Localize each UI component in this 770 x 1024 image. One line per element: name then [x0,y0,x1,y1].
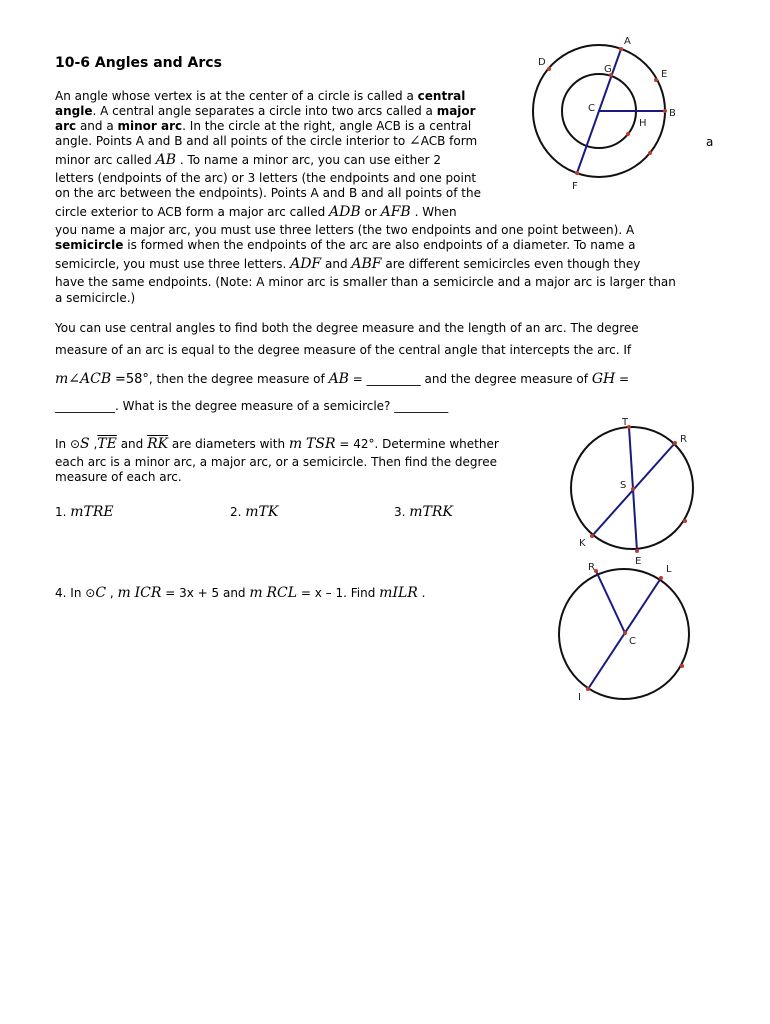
label-d: D [538,57,546,68]
problem-4: 4. In ⊙C , m ICR = 3x + 5 and m RCL = x – 1. Find mILR . [55,585,426,601]
segment-rk: $\overline{RK}$ [147,436,169,452]
label-r: R [588,562,595,573]
label-s: S [620,480,627,491]
figure-circle-s [560,412,710,572]
point-f [575,171,579,175]
p3-line2: each arc is a minor arc, a major arc, or a semicircle. Then find the degree [55,455,497,469]
point-extra [648,151,652,155]
arc-abf: ABF [351,256,382,272]
p3-line3: measure of each arc. [55,470,182,484]
point-l [659,576,663,580]
figure-circle-c [545,558,705,708]
page-title: 10-6 Angles and Arcs [55,55,222,71]
problem-1: 1. mTRE [55,504,114,520]
arc-gh: GH [591,371,616,387]
p1-line9: you name a major arc, you must use three letters (the two endpoints and one point between). A [55,223,635,237]
arc-adb: ADB [329,204,361,220]
p2-line1: You can use central angles to find both the degree measure and the length of an arc. The degree [55,321,639,335]
label-c: C [588,103,595,114]
point-e [635,549,639,553]
segment-te: $\overline{TE}$ [97,436,117,452]
label-a: A [624,36,631,47]
label-h: H [639,118,647,129]
point-d [547,67,551,71]
point-extra [683,519,687,523]
p1-line10: semicircle is formed when the endpoints of the arc are also endpoints of a diameter. To name a [55,238,636,252]
label-r: R [680,434,687,445]
p1-line7: on the arc between the endpoints). Points A and B and all points of the [55,186,481,200]
p2-line2: measure of an arc is equal to the degree measure of the central angle that intercepts the arc. If [55,343,632,357]
point-k [590,534,594,538]
p1-line11: semicircle, you must use three letters. ADF and ABF are different semicircles even though they [55,256,641,272]
point-extra [680,664,684,668]
label-k: K [579,538,586,549]
problem-2: 2. mTK [230,504,279,520]
point-e [654,78,658,82]
p1-line3: arc and a minor arc. In the circle at the right, angle ACB is a central [55,119,472,133]
p1-line1: An angle whose vertex is at the center of a circle is called a central [55,89,466,103]
radius-cr [596,571,625,633]
label-c: C [629,636,636,647]
p1-line2: angle. A central angle separates a circle into two arcs called a major [55,104,476,118]
point-r [673,441,677,445]
point-i [586,687,590,691]
point-c [623,631,627,635]
problem-3: 3. mTRK [394,504,453,520]
arc-adf: ADF [290,256,322,272]
point-s [631,487,635,491]
arc-afb: AFB [380,204,411,220]
p1-line12: have the same endpoints. (Note: A minor arc is smaller than a semicircle and a major arc is larger than [55,275,676,289]
label-e: E [635,556,642,567]
label-t: T [622,417,629,428]
side-letter: a [706,135,714,149]
point-h [626,132,630,136]
p1-line13: a semicircle.) [55,291,136,305]
p1-line6: letters (endpoints of the arc) or 3 letters (the endpoints and one point [55,171,477,185]
arc-ab-2: AB [328,371,349,387]
label-b: B [669,108,676,119]
label-f: F [572,181,578,192]
label-l: L [666,564,672,575]
point-b [663,109,667,113]
label-g: G [604,64,612,75]
label-i: I [578,692,581,703]
arc-ab: AB [155,152,176,168]
label-e: E [661,69,668,80]
p1-line5: minor arc called AB . To name a minor arc, you can use either 2 [55,152,441,168]
figure-concentric-circles [520,30,700,200]
p1-line4: angle. Points A and B and all points of the circle interior to ∠ACB form [55,133,478,149]
p2-line4: __________. What is the degree measure of a semicircle? _________ [55,399,449,413]
p3-line1: In ⊙S $,\overline{TE}$ and $\overline{RK}$ are diameters with m TSR = 42°. Determine whether [55,436,499,452]
point-a [619,47,623,51]
p2-line3: m∠ACB =58°, then the degree measure of AB = _________ and the degree measure of GH = [55,371,630,387]
p1-line8: circle exterior to ACB form a major arc called ADB or AFB . When [55,204,457,220]
